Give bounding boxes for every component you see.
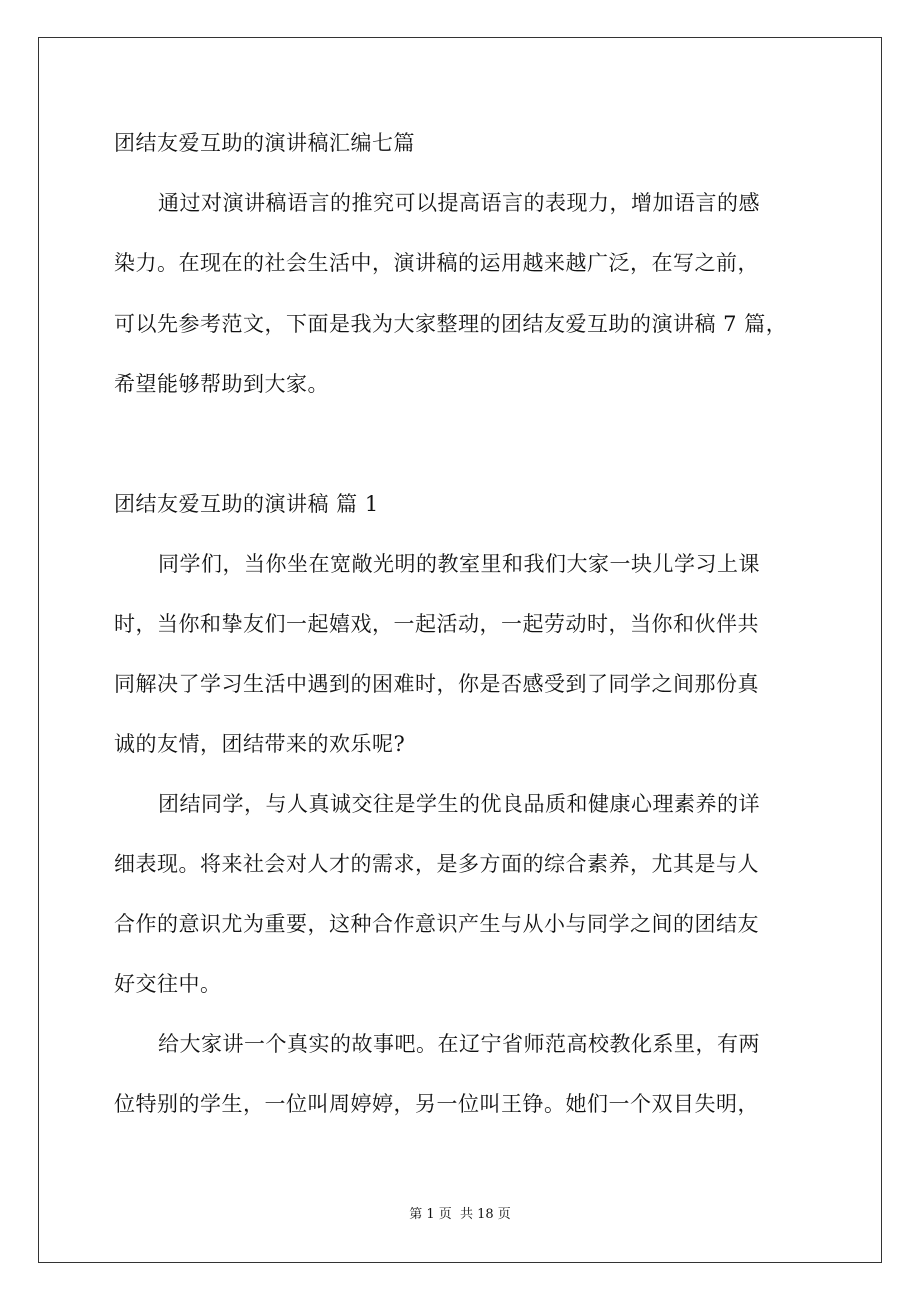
paragraph-line: 位特别的学生，一位叫周婷婷，另一位叫王铮。她们一个双目失明， [114,1092,759,1116]
paragraph-line: 给大家讲一个真实的故事吧。在辽宁省师范高校教化系里，有两 [158,1032,760,1056]
page-footer [0,1206,920,1224]
intro-line: 染力。在现在的社会生活中，演讲稿的运用越来越广泛，在写之前， [114,251,759,275]
page-number: 第 1 页 [409,1207,452,1222]
section-heading: 团结友爱互助的演讲稿 篇 1 [114,492,379,516]
intro-line: 通过对演讲稿语言的推究可以提高语言的表现力，增加语言的感 [158,191,760,215]
paragraph-line: 诚的友情，团结带来的欢乐呢? [114,732,406,756]
paragraph-line: 同解决了学习生活中遇到的困难时，你是否感受到了同学之间那份真 [114,672,759,696]
document-title: 团结友爱互助的演讲稿汇编七篇 [114,131,415,155]
intro-line: 可以先参考范文，下面是我为大家整理的团结友爱互助的演讲稿 7 篇， [114,312,788,336]
page-border [38,37,882,1263]
paragraph-line: 时，当你和挚友们一起嬉戏，一起活动，一起劳动时，当你和伙伴共 [114,612,759,636]
page-total: 共 18 页 [459,1207,511,1222]
paragraph-line: 细表现。将来社会对人才的需求，是多方面的综合素养，尤其是与人 [114,852,759,876]
paragraph-line: 同学们，当你坐在宽敞光明的教室里和我们大家一块儿学习上课 [158,552,760,576]
paragraph-line: 好交往中。 [114,972,222,996]
paragraph-line: 合作的意识尤为重要，这种合作意识产生与从小与同学之间的团结友 [114,912,759,936]
paragraph-line: 团结同学，与人真诚交往是学生的优良品质和健康心理素养的详 [158,792,760,816]
intro-line: 希望能够帮助到大家。 [114,372,329,396]
